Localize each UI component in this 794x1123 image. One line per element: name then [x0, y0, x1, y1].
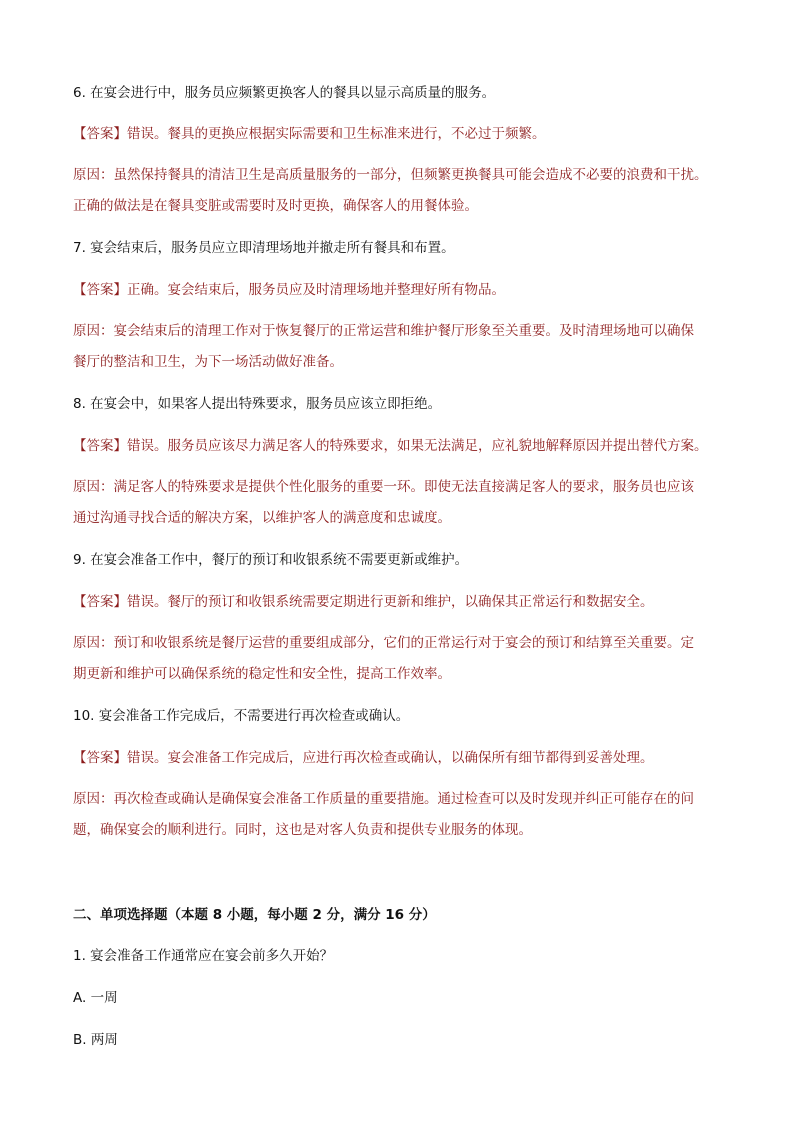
reason-8-line-2: 通过沟通寻找合适的解决方案，以维护客人的满意度和忠诚度。 — [73, 510, 451, 526]
reason-7-line-2: 餐厅的整洁和卫生，为下一场活动做好准备。 — [73, 354, 343, 370]
question-7: 7. 宴会结束后，服务员应立即清理场地并撤走所有餐具和布置。 — [73, 240, 455, 256]
answer-6: 【答案】错误。餐具的更换应根据实际需要和卫生标准来进行，不必过于频繁。 — [73, 126, 546, 142]
question-6: 6. 在宴会进行中，服务员应频繁更换客人的餐具以显示高质量的服务。 — [73, 85, 496, 101]
reason-9-line-2: 期更新和维护可以确保系统的稳定性和安全性，提高工作效率。 — [73, 666, 451, 682]
reason-6-line-1: 原因：虽然保持餐具的清洁卫生是高质量服务的一部分，但频繁更换餐具可能会造成不必要的浪费和干扰。 — [73, 167, 708, 183]
reason-8-line-1: 原因：满足客人的特殊要求是提供个性化服务的重要一环。即使无法直接满足客人的要求，服务员也应该 — [73, 479, 694, 495]
mc-option-b: B. 两周 — [73, 1032, 118, 1048]
answer-9: 【答案】错误。餐厅的预订和收银系统需要定期进行更新和维护，以确保其正常运行和数据安全。 — [73, 594, 654, 610]
question-8: 8. 在宴会中，如果客人提出特殊要求，服务员应该立即拒绝。 — [73, 396, 442, 412]
section-heading-single-choice: 二、单项选择题（本题 8 小题，每小题 2 分，满分 16 分） — [73, 907, 436, 923]
question-9: 9. 在宴会准备工作中，餐厅的预订和收银系统不需要更新或维护。 — [73, 552, 469, 568]
reason-7-line-1: 原因：宴会结束后的清理工作对于恢复餐厅的正常运营和维护餐厅形象至关重要。及时清理场地可以确保 — [73, 323, 694, 339]
reason-9-line-1: 原因：预订和收银系统是餐厅运营的重要组成部分，它们的正常运行对于宴会的预订和结算至关重要。定 — [73, 635, 694, 651]
reason-10-line-1: 原因：再次检查或确认是确保宴会准备工作质量的重要措施。通过检查可以及时发现并纠正可能存在的问 — [73, 791, 694, 807]
mc-option-a: A. 一周 — [73, 990, 118, 1006]
answer-10: 【答案】错误。宴会准备工作完成后，应进行再次检查或确认，以确保所有细节都得到妥善处理。 — [73, 750, 654, 766]
answer-8: 【答案】错误。服务员应该尽力满足客人的特殊要求，如果无法满足，应礼貌地解释原因并提出替代方案。 — [73, 438, 708, 454]
question-10: 10. 宴会准备工作完成后，不需要进行再次检查或确认。 — [73, 708, 410, 724]
answer-7: 【答案】正确。宴会结束后，服务员应及时清理场地并整理好所有物品。 — [73, 282, 505, 298]
mc-question-1: 1. 宴会准备工作通常应在宴会前多久开始？ — [73, 948, 334, 964]
reason-6-line-2: 正确的做法是在餐具变脏或需要时及时更换，确保客人的用餐体验。 — [73, 198, 478, 214]
reason-10-line-2: 题，确保宴会的顺利进行。同时，这也是对客人负责和提供专业服务的体现。 — [73, 822, 532, 838]
